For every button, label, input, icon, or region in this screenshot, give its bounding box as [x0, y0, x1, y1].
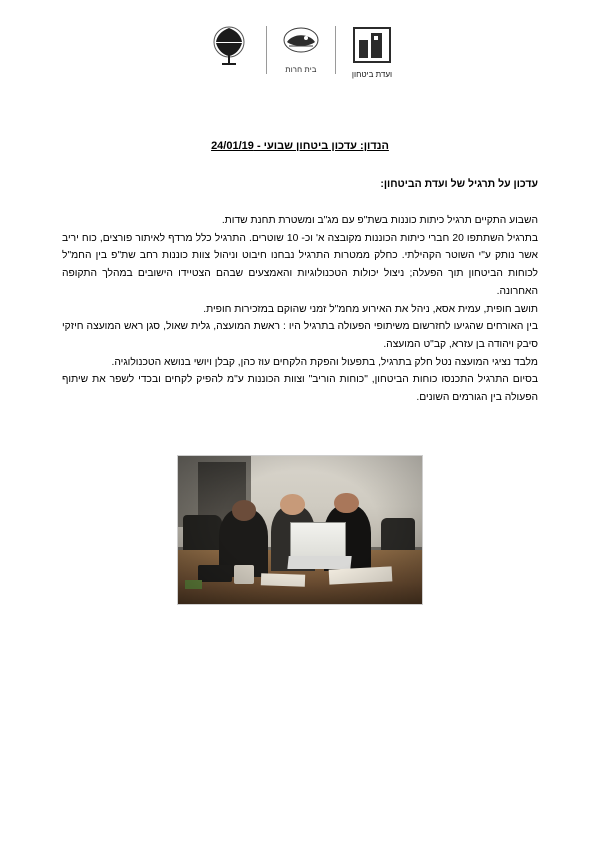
- paragraph-1: השבוע התקיים תרגיל כיתות כוננות בשת"פ עם מג"ב ומשטרת תחנת שדות.: [221, 215, 538, 226]
- paragraph-3: תושב חופית, עמית אסא, ניהל את האירוע מחמ"ל זמני שהוקם במזכירות חופית.: [203, 303, 538, 315]
- photo-container: [62, 455, 538, 605]
- paragraph-6: בסיום התרגיל התכנסו כוחות הביטחון, "כוחות הוריב" וצוות הכוננות ע"מ להפיק לקחים ובכדי לשפר את שיתוף הפעולה בין הגורמים השונים.: [62, 374, 538, 404]
- document-header: [0, 0, 600, 80]
- paragraph-4: בין האורחים שהגיעו לחזרשום משיתופי הפעולה בתרגיל היו : ראשת המועצה, גלית שאול, סגן ראש המועצה חיזקי סיבק ויהודה בן עזרא, קב"ט המועצה.: [62, 321, 538, 350]
- paragraph-5: מלבד נציגי המועצה נטל חלק בתרגיל, בתפעול והפקת הלקחים עוז כהן, קבלן ויושי בנושא הטכנולוגיה.: [111, 356, 538, 368]
- document-subtitle: עדכון על תרגיל של ועדת הביטחון:: [380, 178, 538, 190]
- fan-wheel-logo-icon: [206, 22, 252, 68]
- paragraph-2: בתרגיל השתתפו 20 חברי כיתות הכוננות מקובצה א' וכ- 10 שוטרים. התרגיל כלל מרדף לאיתור פורצים, כוח יריב אשר נותק ע"י השוטר הקהילתי. כחלק ממטרות התרגיל נבחנו חיבוט וניהול צוות כוננות רחב שת"פ בין החמ"ל לכוחות הביטחון תוך הפעלה; ניצול יכולות הטכנולוגיות והאמצעים שבהם הצטיידו הישובים במהלך התקופה האחרונה.: [62, 232, 539, 297]
- logo-block-buildings: [336, 22, 408, 80]
- logo-block-fan: [192, 22, 266, 80]
- photo-vignette: [178, 456, 422, 604]
- page-title: הנדון: עדכון ביטחון שבועי - 24/01/19: [211, 140, 389, 152]
- beit-hahayal-emblem-logo-icon: [281, 22, 321, 62]
- meeting-photo: [177, 455, 423, 605]
- buildings-logo-icon: [350, 22, 394, 66]
- document-paragraphs: [62, 212, 538, 407]
- logo-block-emblem: [267, 22, 335, 80]
- logo-caption-emblem: בית חרות: [285, 65, 317, 74]
- header-right-caption: ועדת ביטחון: [351, 70, 393, 79]
- document-body: [0, 140, 600, 605]
